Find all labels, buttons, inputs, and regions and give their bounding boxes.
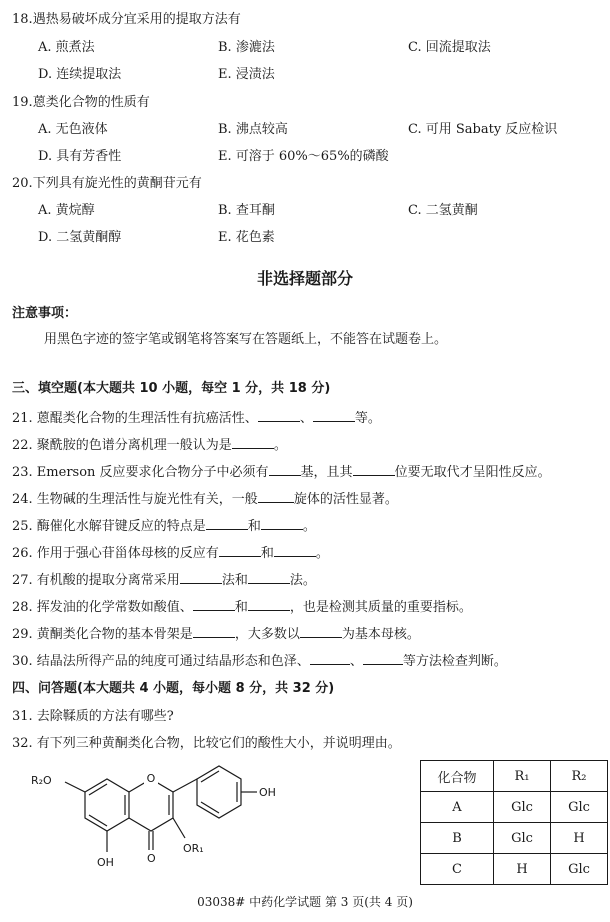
- option: C. 可用 Sabaty 反应检识: [408, 122, 558, 137]
- or1-label: OR₁: [183, 842, 204, 855]
- item-text: 基，且其: [300, 465, 353, 480]
- fill-item-25: [12, 517, 316, 535]
- fill-item-23: [12, 463, 551, 481]
- page-footer: 03038# 中药化学试题 第 3 页(共 4 页): [197, 895, 413, 909]
- table-cell: C: [421, 854, 494, 885]
- fill-item-30: [12, 652, 507, 670]
- question-number: 20.: [12, 176, 33, 191]
- section-title: 非选择题部分: [256, 269, 353, 288]
- table-cell: Glc: [494, 823, 551, 854]
- item-text: 和: [234, 600, 248, 615]
- item-text: ，也是检测其质量的重要指标。: [289, 600, 472, 615]
- item-text: 等方法检查判断。: [402, 654, 507, 669]
- fill-item-21: [12, 409, 381, 427]
- table-header: R₁: [494, 761, 551, 792]
- answer-blank: [180, 571, 222, 584]
- table-cell: Glc: [494, 792, 551, 823]
- item-text: 30. 结晶法所得产品的纯度可通过结晶形态和色泽、: [12, 654, 310, 669]
- item-text: 26. 作用于强心苷甾体母核的反应有: [12, 546, 219, 561]
- question-text: 下列具有旋光性的黄酮苷元有: [32, 176, 202, 191]
- table-row: [421, 823, 608, 854]
- fill-item-27: [12, 571, 316, 589]
- answer-blank: [193, 625, 235, 638]
- fill-item-24: [12, 490, 398, 508]
- question-18: [12, 12, 241, 28]
- item-text: 法。: [289, 573, 316, 588]
- item-text: 22. 聚酰胺的色谱分离机理一般认为是: [12, 438, 232, 453]
- item-text: 位要无取代才呈阳性反应。: [394, 465, 551, 480]
- table-cell: A: [421, 792, 494, 823]
- item-text: 为基本母核。: [341, 627, 420, 642]
- option: C. 回流提取法: [408, 40, 491, 55]
- option: B. 查耳酮: [218, 203, 275, 218]
- option: E. 可溶于 60%～65%的磷酸: [218, 149, 389, 164]
- item-text: 、: [349, 654, 363, 669]
- answer-blank: [258, 409, 300, 422]
- item-text: 23. Emerson 反应要求化合物分子中必须有: [12, 465, 269, 480]
- option: B. 沸点较高: [218, 122, 288, 137]
- answer-blank: [206, 517, 248, 530]
- answer-blank: [313, 409, 355, 422]
- answer-blank: [363, 652, 403, 665]
- ring-oxygen-label: O: [146, 772, 156, 785]
- item-text: 旋体的活性显著。: [293, 492, 398, 507]
- answer-blank: [310, 652, 350, 665]
- item-text: 和: [260, 546, 274, 561]
- option: D. 具有芳香性: [38, 149, 122, 164]
- question-text: 遇热易破坏成分宜采用的提取方法有: [32, 12, 241, 27]
- answer-blank: [248, 571, 290, 584]
- flavonoid-structure: [25, 762, 345, 887]
- question-31: 31. 去除鞣质的方法有哪些?: [12, 709, 174, 724]
- item-text: 。: [273, 438, 287, 453]
- option: E. 花色素: [218, 230, 275, 245]
- item-text: 、: [299, 411, 313, 426]
- table-cell: H: [551, 823, 608, 854]
- option: C. 二氢黄酮: [408, 203, 478, 218]
- item-text: ，大多数以: [234, 627, 300, 642]
- item-text: 28. 挥发油的化学常数如酸值、: [12, 600, 193, 615]
- table-cell: Glc: [551, 854, 608, 885]
- notice-heading: 注意事项：: [12, 306, 78, 321]
- option: A. 黄烷醇: [38, 203, 95, 218]
- notice-body: 用黑色字迹的签字笔或钢笔将答案写在答题纸上，不能答在试题卷上。: [44, 332, 448, 347]
- option: D. 二氢黄酮醇: [38, 230, 122, 245]
- carbonyl-oxygen-label: O: [147, 852, 156, 865]
- answer-blank: [258, 490, 294, 503]
- table-header-row: [421, 761, 608, 792]
- question-19: [12, 95, 150, 111]
- item-text: 。: [315, 546, 329, 561]
- question-20: [12, 176, 202, 192]
- option: A. 煎煮法: [38, 40, 95, 55]
- table-cell: B: [421, 823, 494, 854]
- item-text: 21. 蒽醌类化合物的生理活性有抗癌活性、: [12, 411, 258, 426]
- table-row: [421, 854, 608, 885]
- question-32: 32. 有下列三种黄酮类化合物，比较它们的酸性大小，并说明理由。: [12, 736, 401, 751]
- item-text: 和: [247, 519, 261, 534]
- item-text: 。: [302, 519, 316, 534]
- table-row: [421, 792, 608, 823]
- part4-heading: 四、问答题(本大题共 4 小题，每小题 8 分，共 32 分): [12, 681, 335, 696]
- item-text: 29. 黄酮类化合物的基本骨架是: [12, 627, 193, 642]
- fill-item-22: [12, 436, 287, 454]
- oh-bottom-label: OH: [97, 856, 114, 869]
- answer-blank: [274, 544, 316, 557]
- substituent-table: [420, 760, 608, 885]
- option: A. 无色液体: [38, 122, 108, 137]
- table-header: R₂: [551, 761, 608, 792]
- option: E. 浸渍法: [218, 67, 275, 82]
- item-text: 27. 有机酸的提取分离常采用: [12, 573, 180, 588]
- item-text: 法和: [221, 573, 248, 588]
- table-header: 化合物: [421, 761, 494, 792]
- oh-right-label: OH: [259, 786, 276, 799]
- fill-item-26: [12, 544, 329, 562]
- question-text: 蒽类化合物的性质有: [32, 95, 150, 110]
- answer-blank: [232, 436, 274, 449]
- fill-item-28: [12, 598, 472, 616]
- item-text: 等。: [354, 411, 381, 426]
- answer-blank: [261, 517, 303, 530]
- r2o-label: R₂O: [31, 774, 52, 787]
- answer-blank: [193, 598, 235, 611]
- part3-heading: 三、填空题(本大题共 10 小题，每空 1 分，共 18 分): [12, 381, 331, 396]
- answer-blank: [248, 598, 290, 611]
- answer-blank: [269, 463, 301, 476]
- answer-blank: [353, 463, 395, 476]
- question-number: 19.: [12, 95, 33, 110]
- fill-item-29: [12, 625, 420, 643]
- question-number: 18.: [12, 12, 33, 27]
- option: D. 连续提取法: [38, 67, 122, 82]
- table-cell: Glc: [551, 792, 608, 823]
- option: B. 渗漉法: [218, 40, 275, 55]
- item-text: 25. 酶催化水解苷键反应的特点是: [12, 519, 206, 534]
- answer-blank: [219, 544, 261, 557]
- answer-blank: [300, 625, 342, 638]
- item-text: 24. 生物碱的生理活性与旋光性有关，一般: [12, 492, 258, 507]
- table-cell: H: [494, 854, 551, 885]
